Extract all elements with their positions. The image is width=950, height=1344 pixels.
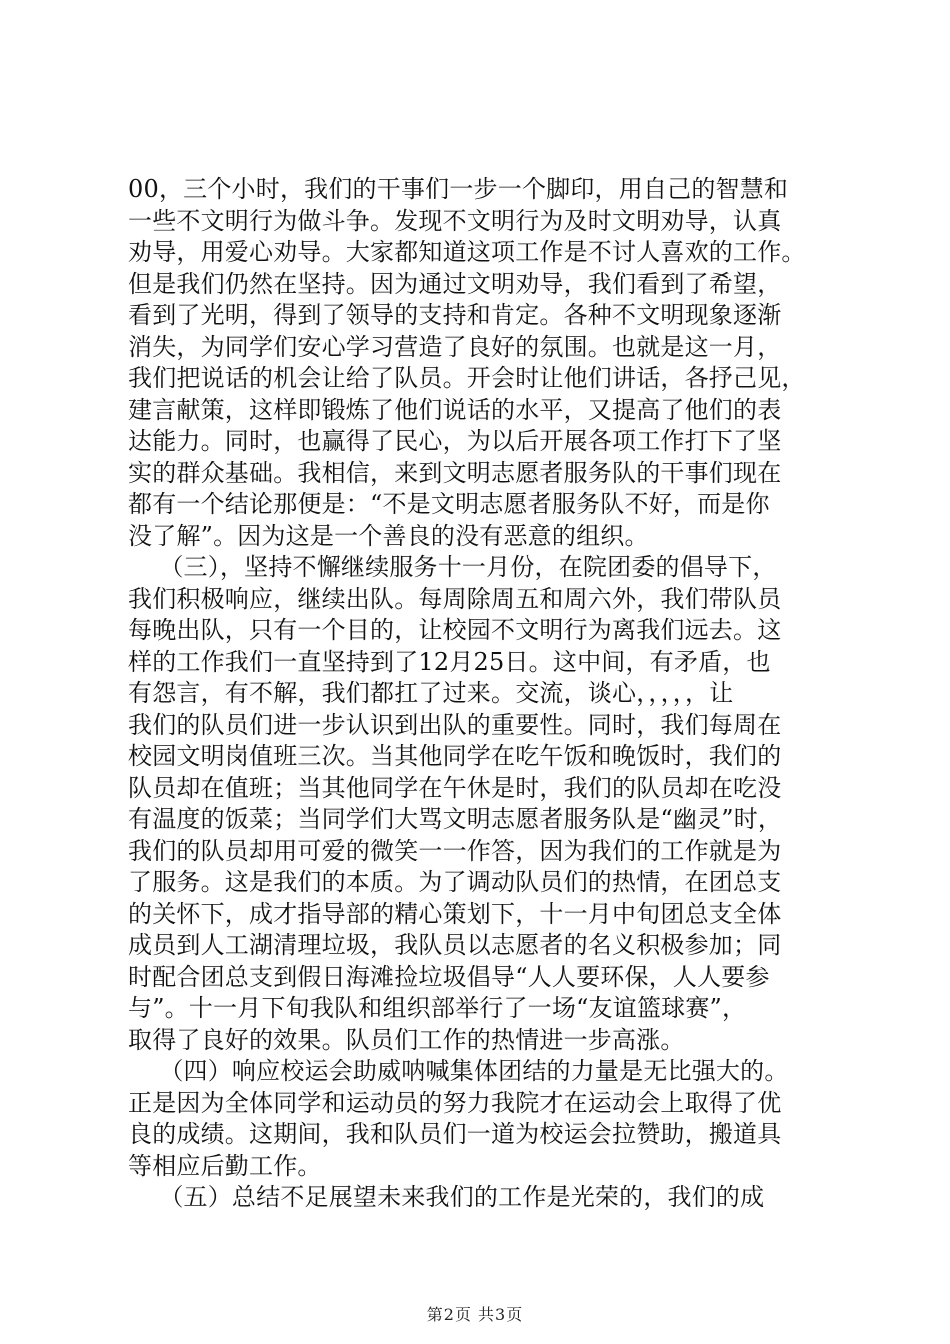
text-line: 我们积极响应，继续出队。每周除周五和周六外，我们带队员 bbox=[128, 584, 782, 613]
text-line: 我们的队员们进一步认识到出队的重要性。同时，我们每周在 bbox=[128, 710, 782, 739]
text-line: 达能力。同时，也赢得了民心，为以后开展各项工作打下了坚 bbox=[128, 427, 782, 455]
text-line: 我们把说话的机会让给了队员。开会时让他们讲话，各抒己见， bbox=[128, 364, 806, 392]
text-line: 的关怀下，成才指导部的精心策划下，十一月中旬团总支全体 bbox=[128, 899, 782, 928]
text-line: 没了解”。因为这是一个善良的没有恶意的组织。 bbox=[128, 521, 649, 550]
text-line: 与”。十一月下旬我队和组织部举行了一场“友谊篮球赛”， bbox=[128, 994, 747, 1022]
paragraph-start-line: （四）响应校运会助威呐喊集体团结的力量是无比强大的。 bbox=[128, 1057, 789, 1085]
paragraph-start-line: （三），坚持不懈继续服务十一月份，在院团委的倡导下， bbox=[128, 553, 777, 581]
text-line: 有温度的饭菜；当同学们大骂文明志愿者服务队是“幽灵”时， bbox=[128, 805, 783, 833]
text-line: 00，三个小时，我们的干事们一步一个脚印，用自己的智慧和 bbox=[128, 175, 789, 203]
text-line: 消失，为同学们安心学习营造了良好的氛围。也就是这一月， bbox=[128, 332, 782, 361]
text-line: 队员却在值班；当其他同学在午休是时，我们的队员却在吃没 bbox=[128, 773, 782, 802]
paragraph-start-line: （五）总结不足展望未来我们的工作是光荣的，我们的成 bbox=[128, 1183, 765, 1211]
text-line: 取得了良好的效果。队员们工作的热情进一步高涨。 bbox=[128, 1025, 685, 1054]
document-body bbox=[128, 174, 848, 1214]
text-line: 有怨言，有不解，我们都扛了过来。交流，谈心，，，，，让 bbox=[128, 679, 734, 707]
text-line: 良的成绩。这期间，我和队员们一道为校运会拉赞助，搬道具 bbox=[128, 1120, 782, 1148]
text-line: 都有一个结论那便是：“不是文明志愿者服务队不好，而是你 bbox=[128, 490, 770, 518]
text-line: 校园文明岗值班三次。当其他同学在吃午饭和晚饭时，我们的 bbox=[128, 742, 782, 770]
text-line: 成员到人工湖清理垃圾，我队员以志愿者的名义积极参加；同 bbox=[128, 931, 782, 959]
text-line: 样的工作我们一直坚持到了12月25日。这中间，有矛盾，也 bbox=[128, 647, 771, 676]
text-line: 我们的队员却用可爱的微笑一一作答，因为我们的工作就是为 bbox=[128, 836, 782, 865]
text-line: 建言献策，这样即锻炼了他们说话的水平，又提高了他们的表 bbox=[128, 395, 782, 424]
text-line: 正是因为全体同学和运动员的努力我院才在运动会上取得了优 bbox=[128, 1088, 782, 1117]
text-line: 看到了光明，得到了领导的支持和肯定。各种不文明现象逐渐 bbox=[128, 301, 782, 329]
text-line: 一些不文明行为做斗争。发现不文明行为及时文明劝导，认真 bbox=[128, 206, 782, 235]
text-line: 了服务。这是我们的本质。为了调动队员们的热情，在团总支 bbox=[128, 868, 782, 896]
text-line: 等相应后勤工作。 bbox=[128, 1151, 322, 1180]
page-number-footer: 第2页 共3页 bbox=[426, 1305, 524, 1324]
text-line: 但是我们仍然在坚持。因为通过文明劝导，我们看到了希望， bbox=[128, 269, 782, 298]
text-line: 每晚出队，只有一个目的，让校园不文明行为离我们远去。这 bbox=[128, 616, 782, 644]
text-line: 劝导，用爱心劝导。大家都知道这项工作是不讨人喜欢的工作。 bbox=[128, 238, 806, 266]
text-line: 时配合团总支到假日海滩捡垃圾倡导“人人要环保，人人要参 bbox=[128, 962, 770, 991]
text-line: 实的群众基础。我相信，来到文明志愿者服务队的干事们现在 bbox=[128, 458, 782, 487]
